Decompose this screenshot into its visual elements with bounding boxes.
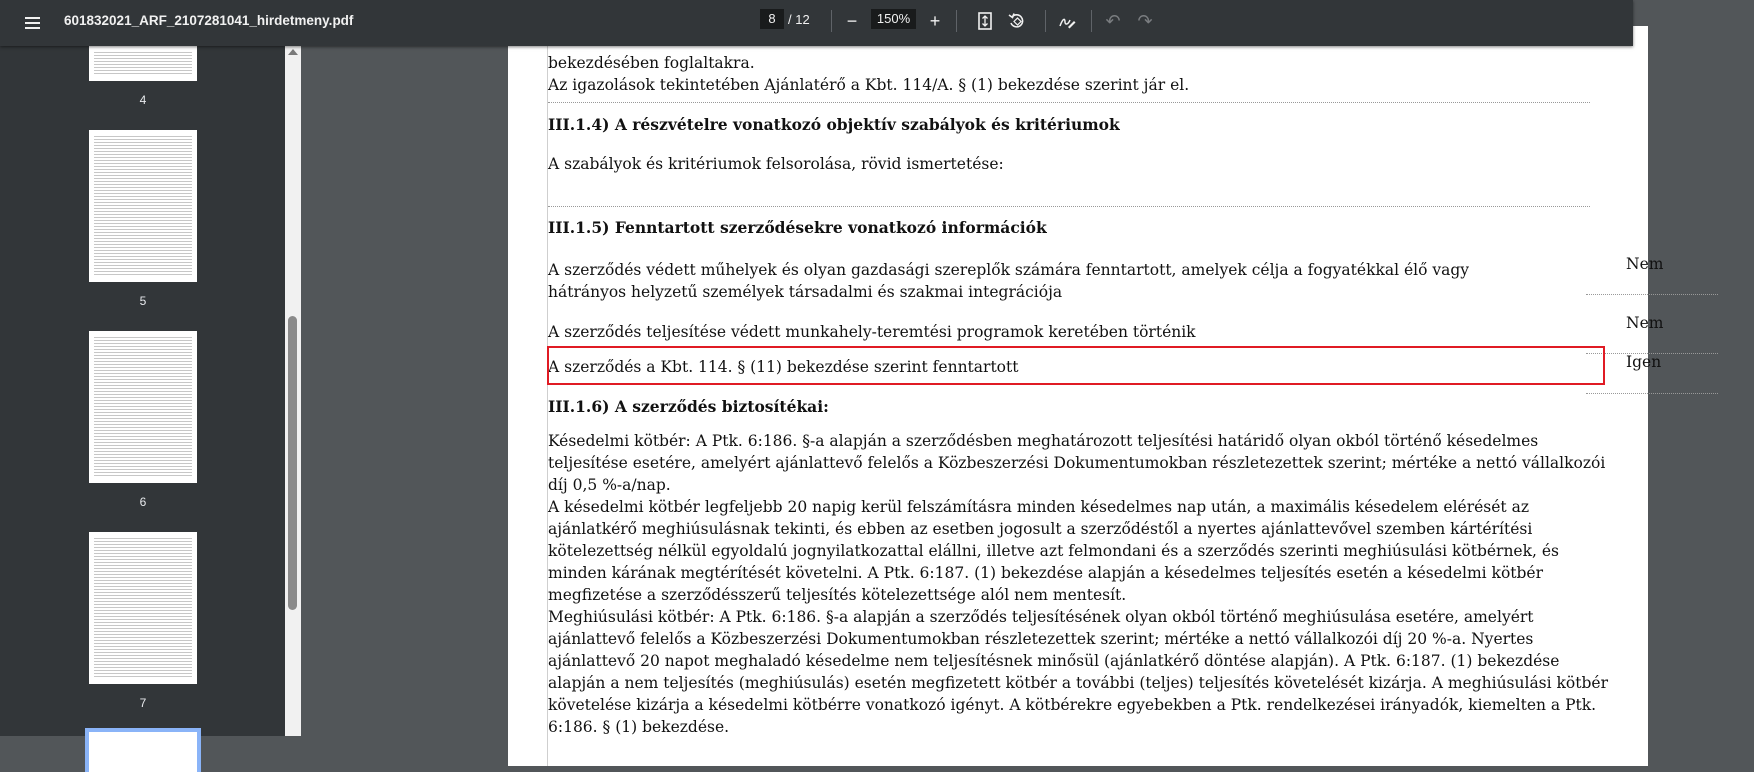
section-heading: III.1.5) Fenntartott szerződésekre vonatkozó információk <box>548 218 1047 237</box>
thumbnail-label: 4 <box>139 93 147 107</box>
text-line: A szerződés a Kbt. 114. § (11) bekezdése szerint fenntartott <box>548 358 1019 376</box>
page-thumbnail-7[interactable] <box>89 532 197 684</box>
thumbnail-label: 6 <box>139 495 147 509</box>
thumbnail-label: 7 <box>139 696 147 710</box>
toolbar-divider <box>1045 10 1046 32</box>
text-line: A szerződés teljesítése védett munkahely-teremtési programok keretében történik <box>548 323 1196 341</box>
text-line: Meghiúsulási kötbér: A Ptk. 6:186. §-a alapján a szerződés teljesítésének olyan okból történő meghiúsulása esetére, amelyért <box>548 608 1534 626</box>
page-total: / 12 <box>788 12 810 27</box>
text-line: Késedelmi kötbér: A Ptk. 6:186. §-a alapján a szerződésben meghatározott teljesítési határidő olyan okból történő késedelmes <box>548 432 1539 450</box>
scrollbar-thumb[interactable] <box>288 316 297 610</box>
text-line: követelése kizárja a késedelmi kötbérre vonatkozó igényt. A kötbérekre egyebekben a Ptk. rendelkezései irányadók, kiemelten a Ptk. <box>548 696 1597 714</box>
section-heading: III.1.6) A szerződés biztosítékai: <box>548 397 829 416</box>
zoom-input[interactable]: 150% <box>871 9 916 29</box>
scroll-up-arrow-icon[interactable] <box>288 49 298 55</box>
thumbnail-sidebar <box>0 46 285 736</box>
page-thumbnail-5[interactable] <box>89 130 197 282</box>
dotted-separator <box>1586 353 1718 354</box>
text-line: ajánlattevő felelős a Közbeszerzési Dokumentumokban részletezettek szerint; mértéke a nettó vállalkozói díj 20 %-a. Nyertes <box>548 630 1534 648</box>
fit-page-icon[interactable] <box>972 8 998 34</box>
document-title: 601832021_ARF_2107281041_hirdetmeny.pdf <box>64 13 354 28</box>
text-line: teljesítése esetére, amelyért ajánlattevő felelős a Közbeszerzési Dokumentumokban részletezettek szerint; mértéke a nettó vállalkozói <box>548 454 1606 472</box>
zoom-in-button[interactable]: + <box>929 10 941 31</box>
text-line: A szabályok és kritériumok felsorolása, rövid ismertetése: <box>548 155 1004 173</box>
text-line: 6:186. § (1) bekezdése. <box>548 718 730 736</box>
text-line: Az igazolások tekintetében Ajánlatérő a Kbt. 114/A. § (1) bekezdése szerint jár el. <box>548 76 1190 94</box>
field-value: Igen <box>1626 353 1662 371</box>
text-line: ajánlattevő 20 napot meghaladó késedelme nem teljesítésnek minősül (ajánlatkérő döntése alapján). A Ptk. 6:187. (1) bekezdése <box>548 652 1560 670</box>
thumbnail-label: 5 <box>139 294 147 308</box>
text-line: A késedelmi kötbér legfeljebb 20 napig kerül felszámításra minden késedelmes nap után, a maximális késedelem elérését az <box>548 498 1529 516</box>
annotate-pen-icon[interactable] <box>1054 8 1080 34</box>
field-value: Nem <box>1626 255 1664 273</box>
zoom-out-button[interactable]: − <box>846 10 858 31</box>
pdf-page <box>508 26 1664 766</box>
text-line: megfizetése a szerződésszerű teljesítés kötelezettsége alól nem mentesít. <box>548 586 1127 604</box>
page-thumbnail-6[interactable] <box>89 331 197 483</box>
toolbar-divider <box>956 10 957 32</box>
text-line: díj 0,5 %-a/nap. <box>548 476 671 494</box>
text-line: alapján a nem teljesítés (meghiúsulás) esetén megfizetett kötbér a további (teljes) teljesítés követelését kizárja. A meghiúsulási kötbér <box>548 674 1608 692</box>
text-line: hátrányos helyzetű személyek társadalmi és szakmai integrációja <box>548 283 1063 301</box>
rotate-icon[interactable] <box>1004 8 1030 34</box>
page-thumbnail-4[interactable] <box>89 46 197 81</box>
menu-icon[interactable] <box>18 9 46 37</box>
redo-icon[interactable]: ↷ <box>1137 10 1153 31</box>
dotted-separator <box>1586 294 1718 295</box>
text-line: minden kárának megtérítését követelni. A Ptk. 6:187. (1) bekezdése alapján a késedelmes teljesítés esetén a késedelmi kötbér <box>548 564 1544 582</box>
document-viewer <box>301 46 1664 736</box>
field-value: Nem <box>1626 314 1664 332</box>
dotted-separator <box>548 102 1590 103</box>
pdf-toolbar <box>0 0 1633 46</box>
text-line: A szerződés védett műhelyek és olyan gazdasági szereplők számára fenntartott, amelyek célja a fogyatékkal élő vagy <box>548 261 1470 279</box>
undo-icon[interactable]: ↶ <box>1105 10 1121 31</box>
text-line: ajánlatkérő meghiúsulásnak tekinti, és ebben az esetben jogosult a szerződéstől a nyertes ajánlattevővel szemben kártérítési <box>548 520 1533 538</box>
text-line: bekezdésében foglaltakra. <box>548 54 755 72</box>
sidebar-scrollbar[interactable] <box>285 46 301 736</box>
toolbar-divider <box>831 10 832 32</box>
text-line: kötelezettség nélkül egyoldalú jognyilatkozattal elállni, illetve azt felmondani és a szerződés szerinti meghiúsulási kötbérnek, és <box>548 542 1559 560</box>
dotted-separator <box>1586 393 1718 394</box>
page-thumbnail-8[interactable] <box>89 732 197 772</box>
dotted-separator <box>548 206 1590 207</box>
page-number-input[interactable]: 8 <box>760 9 784 29</box>
section-heading: III.1.4) A részvételre vonatkozó objektív szabályok és kritériumok <box>548 115 1120 134</box>
toolbar-divider <box>1091 10 1092 32</box>
